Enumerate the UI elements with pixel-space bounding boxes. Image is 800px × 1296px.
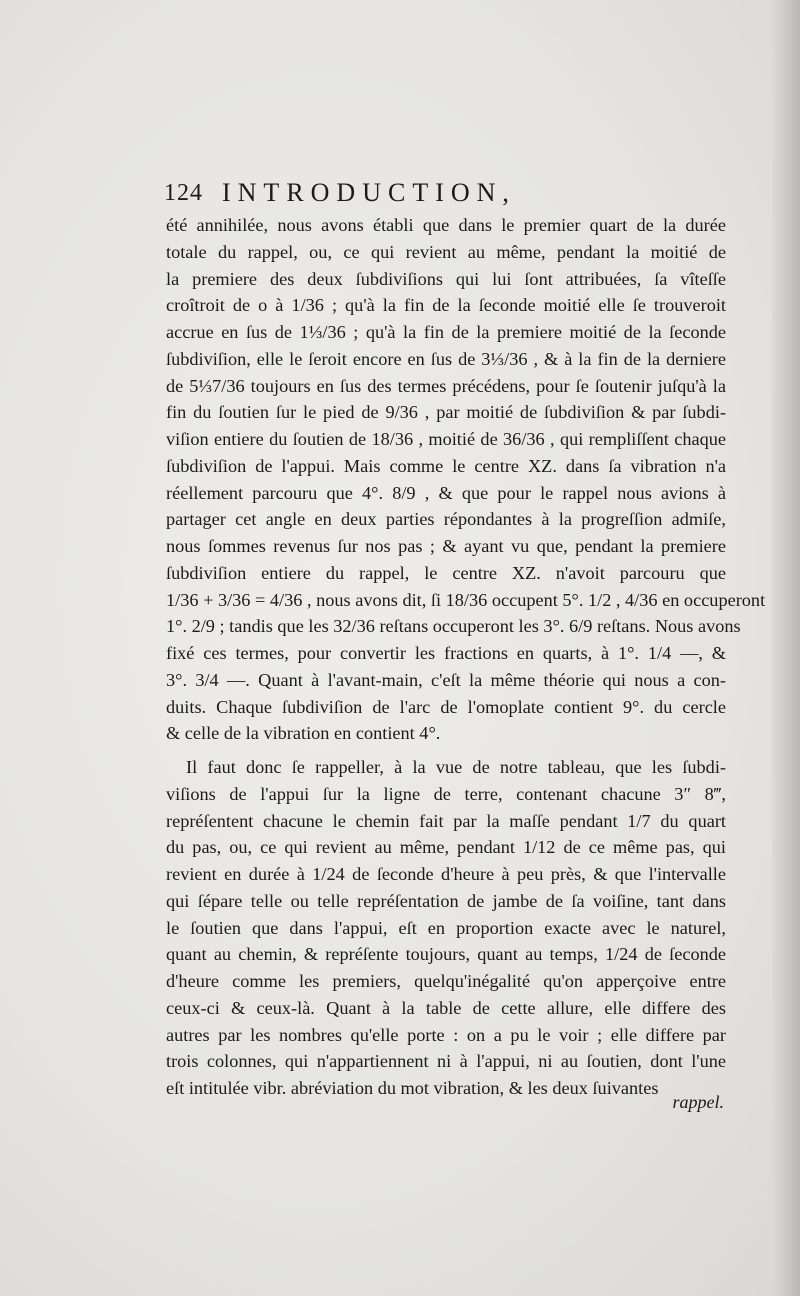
text-line: eſt intitulée vibr. abréviation du mot vibration, & les deux ſuivantes [166,1078,659,1098]
running-title: INTRODUCTION, [222,178,516,207]
text-line: qui ſépare telle ou telle repréſentation de jambe de ſa voiſine, tant dans [166,890,726,911]
text-line: viſions de l'appui ſur la ligne de terre, contenant chacune 3″ 8‴, [166,783,726,804]
text-line: 3°. 3/4 —. Quant à l'avant-main, c'eſt la même théorie qui nous a con- [166,669,726,690]
text-line: Il faut donc ſe rappeller, à la vue de notre tableau, que les ſubdi- [186,757,726,777]
text-line: ſubdiviſion de l'appui. Mais comme le centre XZ. dans ſa vibration n'a [166,455,726,476]
text-line: le ſoutien que dans l'appui, eſt en proportion exacte avec le naturel, [166,917,726,938]
text-line: autres par les nombres qu'elle porte : on a pu le voir ; elle differe par [166,1024,726,1045]
text-line: quant au chemin, & repréſente toujours, quant au temps, 1/24 de ſeconde [166,944,726,965]
page-gutter-shadow [772,0,800,1296]
paragraph-1 [166,212,766,747]
text-line: du pas, ou, ce qui revient au même, pendant 1/12 de ce même pas, qui [166,837,726,858]
text-line: viſion entiere du ſoutien de 18/36 , moitié de 36/36 , qui rempliſſent chaque [166,429,726,449]
text-line: totale du rappel, ou, ce qui revient au même, pendant la moitié de [166,241,726,262]
text-line: 1°. 2/9 ; tandis que les 32/36 reſtans occuperont les 3°. 6/9 reſtans. Nous avons [166,616,741,637]
text-line: trois colonnes, qui n'appartiennent ni à l'appui, ni au ſoutien, dont l'une [166,1051,726,1072]
text-line: ſubdiviſion entiere du rappel, le centre XZ. n'avoit parcouru que [166,562,726,583]
text-line: la premiere des deux ſubdiviſions qui lui ſont attribuées, ſa vîteſſe [166,268,726,289]
text-line: & celle de la vibration en contient 4°. [166,723,441,744]
text-line: revient en durée à 1/24 de ſeconde d'heure à peu près, & que l'intervalle [166,864,726,884]
catchword: rappel. [672,1092,724,1112]
text-line: croîtroit de o à 1/36 ; qu'à la fin de la ſeconde moitié elle ſe trouveroit [166,295,726,316]
page-header [160,178,720,210]
text-line: nous ſommes revenus ſur nos pas ; & ayant vu que, pendant la premiere [166,536,726,556]
text-line: partager cet angle en deux parties répondantes à la progreſſion admiſe, [166,509,726,530]
text-line: accrue en ſus de 1⅓/36 ; qu'à la fin de la premiere moitié de la ſeconde [166,322,726,342]
text-line: 1/36 + 3/36 = 4/36 , nous avons dit, ſi 18/36 occupent 5°. 1/2 , 4/36 en occuperont [166,589,766,610]
text-line: fin du ſoutien ſur le pied de 9/36 , par moitié de ſubdiviſion & par ſubdi- [166,402,726,423]
text-line: ſubdiviſion, elle le ſeroit encore en ſus de 3⅓/36 , & à la fin de la derniere [166,348,726,369]
page-number: 124 [164,180,203,206]
paragraph-2 [166,754,726,1102]
body-text [166,212,766,1102]
text-line: duits. Chaque ſubdiviſion de l'arc de l'omoplate contient 9°. du cercle [166,696,726,717]
text-line: réellement parcouru que 4°. 8/9 , & que pour le rappel nous avions à [166,482,726,503]
text-line: repréſentent chacune le chemin fait par la maſſe pendant 1/7 du quart [166,810,726,831]
text-line: d'heure comme les premiers, quelqu'inégalité qu'on apperçoive entre [166,971,726,991]
text-line: ceux-ci & ceux-là. Quant à la table de cette allure, elle differe des [166,997,726,1018]
text-line: de 5⅓7/36 toujours en ſus des termes précédens, pour ſe ſoutenir juſqu'à la [166,375,726,396]
text-line: été annihilée, nous avons établi que dans le premier quart de la durée [166,215,726,235]
text-line: fixé ces termes, pour convertir les fractions en quarts, à 1°. 1/4 —, & [166,643,726,663]
